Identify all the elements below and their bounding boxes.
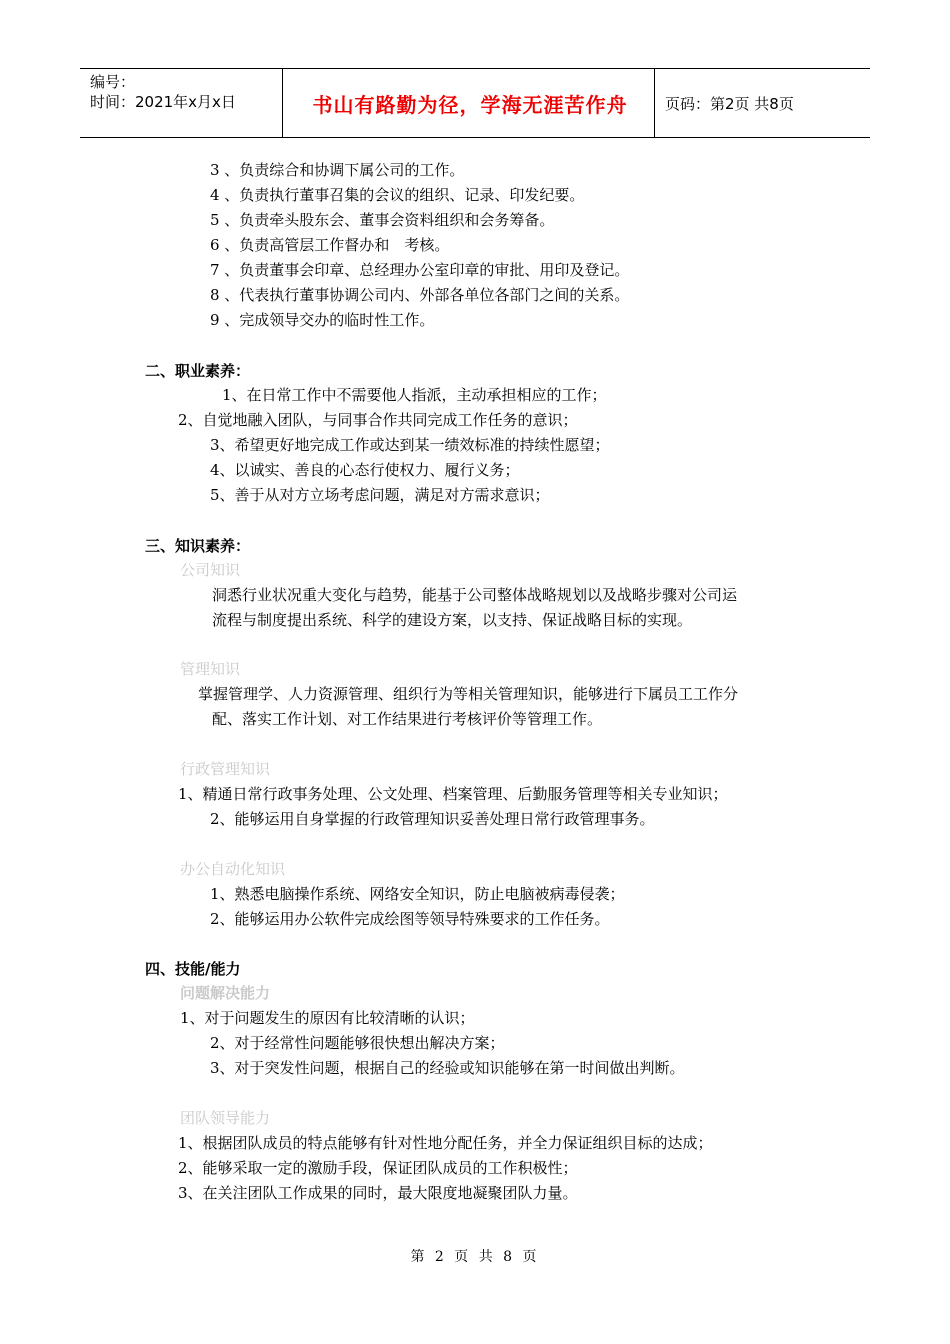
subheading-company: 公司知识 bbox=[180, 561, 241, 579]
time-label: 时间：2021年x月x日 bbox=[90, 93, 236, 111]
duty-item: 9 、完成领导交办的临时性工作。 bbox=[210, 311, 435, 329]
list-item: 4、以诚实、善良的心态行使权力、履行义务； bbox=[210, 461, 520, 479]
list-item: 3、对于突发性问题，根据自己的经验或知识能够在第一时间做出判断。 bbox=[210, 1059, 685, 1077]
header-page-info: 页码：第2页 共8页 bbox=[665, 94, 794, 113]
paragraph-line: 配、落实工作计划、对工作结果进行考核评价等管理工作。 bbox=[212, 710, 603, 728]
number-label: 编号： bbox=[90, 73, 136, 91]
list-item: 2、能够运用办公软件完成绘图等领导特殊要求的工作任务。 bbox=[210, 910, 610, 928]
subheading-team-leadership: 团队领导能力 bbox=[180, 1109, 271, 1127]
section-title-knowledge: 三、知识素养： bbox=[145, 537, 251, 555]
list-item: 2、自觉地融入团队，与同事合作共同完成工作任务的意识； bbox=[178, 411, 578, 429]
list-item: 1、熟悉电脑操作系统、网络安全知识，防止电脑被病毒侵袭； bbox=[210, 885, 625, 903]
subheading-problem-solving: 问题解决能力 bbox=[180, 984, 271, 1002]
paragraph-line: 流程与制度提出系统、科学的建设方案，以支持、保证战略目标的实现。 bbox=[212, 611, 693, 629]
subheading-management: 管理知识 bbox=[180, 660, 241, 678]
list-item: 1、根据团队成员的特点能够有针对性地分配任务，并全力保证组织目标的达成； bbox=[178, 1134, 713, 1152]
list-item: 2、能够采取一定的激励手段，保证团队成员的工作积极性； bbox=[178, 1159, 578, 1177]
header-motto: 书山有路勤为径，学海无涯苦作舟 bbox=[312, 92, 628, 117]
paragraph-line: 掌握管理学、人力资源管理、组织行为等相关管理知识，能够进行下属员工工作分 bbox=[198, 685, 739, 703]
header-meta bbox=[90, 72, 236, 112]
list-item: 1、对于问题发生的原因有比较清晰的认识； bbox=[180, 1009, 475, 1027]
paragraph-line: 洞悉行业状况重大变化与趋势，能基于公司整体战略规划以及战略步骤对公司运 bbox=[212, 586, 738, 604]
page-header bbox=[80, 68, 870, 138]
list-item: 3、希望更好地完成工作或达到某一绩效标准的持续性愿望； bbox=[210, 436, 610, 454]
list-item: 5、善于从对方立场考虑问题，满足对方需求意识； bbox=[210, 486, 550, 504]
duty-item: 7 、负责董事会印章、总经理办公室印章的审批、用印及登记。 bbox=[210, 261, 630, 279]
list-item: 1、在日常工作中不需要他人指派，主动承担相应的工作； bbox=[222, 386, 607, 404]
duty-item: 6 、负责高管层工作督办和 考核。 bbox=[210, 236, 450, 254]
subheading-office: 办公自动化知识 bbox=[180, 860, 286, 878]
list-item: 3、在关注团队工作成果的同时，最大限度地凝聚团队力量。 bbox=[178, 1184, 578, 1202]
duty-item: 4 、负责执行董事召集的会议的组织、记录、印发纪要。 bbox=[210, 186, 585, 204]
header-divider bbox=[654, 69, 655, 137]
duty-item: 8 、代表执行董事协调公司内、外部各单位各部门之间的关系。 bbox=[210, 286, 630, 304]
section-title-professional: 二、职业素养： bbox=[145, 362, 251, 380]
page-footer: 第 2 页 共 8 页 bbox=[410, 1249, 540, 1265]
duty-item: 3 、负责综合和协调下属公司的工作。 bbox=[210, 161, 465, 179]
section-title-skills: 四、技能/能力 bbox=[145, 960, 241, 978]
duty-item: 5 、负责牵头股东会、董事会资料组织和会务筹备。 bbox=[210, 211, 555, 229]
list-item: 1、精通日常行政事务处理、公文处理、档案管理、后勤服务管理等相关专业知识； bbox=[178, 785, 728, 803]
subheading-admin: 行政管理知识 bbox=[180, 760, 271, 778]
header-divider bbox=[282, 69, 283, 137]
list-item: 2、对于经常性问题能够很快想出解决方案； bbox=[210, 1034, 505, 1052]
list-item: 2、能够运用自身掌握的行政管理知识妥善处理日常行政管理事务。 bbox=[210, 810, 655, 828]
